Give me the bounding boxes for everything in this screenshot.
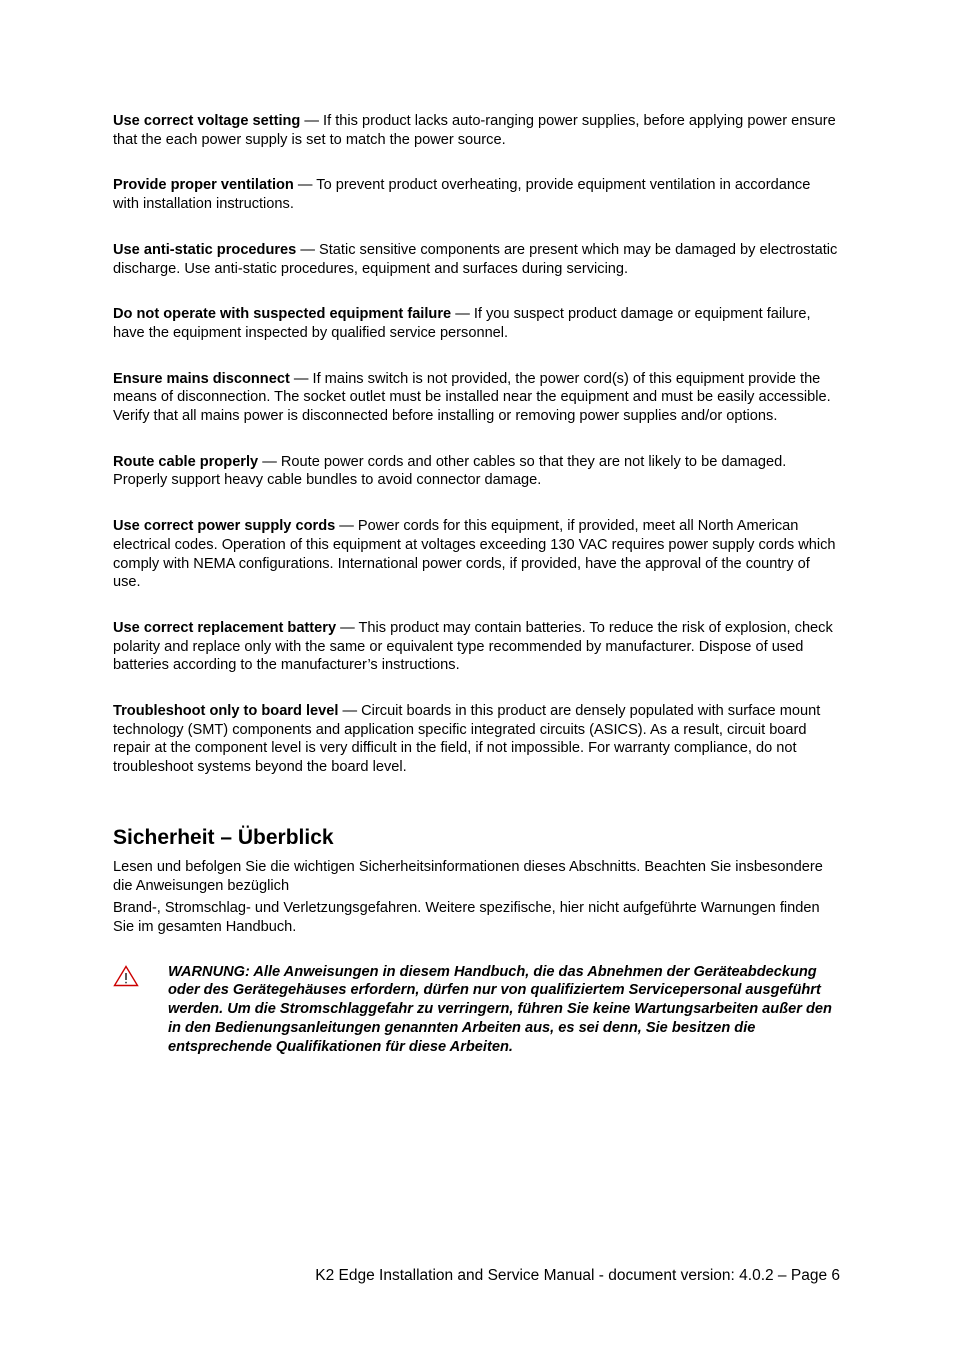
item-term: Use anti-static procedures — [113, 241, 297, 258]
safety-item-anti-static — [113, 241, 839, 278]
warning-triangle-icon — [113, 963, 168, 1057]
item-term: Use correct voltage setting — [113, 113, 301, 129]
safety-item-route-cable — [113, 453, 839, 490]
section-paragraph-1: Lesen und befolgen Sie die wichtigen Sicherheitsinformationen dieses Abschnitts. Beachten Sie insbesondere die Anweisungen bezüglich — [113, 858, 823, 894]
item-text: — To prevent product overheating, provide equipment ventilation in accordance with installation instructions. — [113, 177, 811, 213]
safety-item-mains-disconnect — [113, 370, 839, 426]
item-text: — Static sensitive components are present which may be damaged by electrostatic discharge. Use anti-static procedures, equipment and surfaces during servicing. — [113, 241, 838, 277]
safety-item-voltage — [113, 112, 839, 149]
item-text: — If this product lacks auto-ranging power supplies, before applying power ensure that the each power supply is set to match the power source. — [113, 113, 836, 148]
safety-item-board-level — [113, 702, 839, 777]
item-text: — If mains switch is not provided, the power cord(s) of this equipment provide the means of disconnection. The socket outlet must be installed near the equipment and must be easily accessible. Verify that all mains power is disconnected before installing or removing power supplies and/or options. — [113, 370, 831, 425]
item-term: Troubleshoot only to board level — [113, 703, 339, 720]
item-term: Provide proper ventilation — [113, 177, 294, 194]
warning-text: WARNUNG: Alle Anweisungen in diesem Handbuch, die das Abnehmen der Geräteabdeckung oder des Gerätegehäuses erfordern, dürfen nur von qualifiziertem Servicepersonal ausgeführt werden. Um die Stromschlaggefahr zu verringern, führen Sie keine Wartungsarbeiten außer den in den Bedienungsanleitungen genannten Arbeiten aus, es sei denn, Sie besitzen die entsprechende Qualifikationen für diese Arbeiten. — [168, 963, 832, 1055]
page-content — [113, 112, 839, 1056]
safety-item-power-cords — [113, 517, 839, 592]
page-footer: K2 Edge Installation and Service Manual - document version: 4.0.2 – Page 6 — [315, 1267, 840, 1284]
item-term: Do not operate with suspected equipment failure — [113, 306, 452, 323]
item-term: Use correct power supply cords — [113, 518, 336, 535]
section-title: Sicherheit – Überblick — [113, 825, 334, 849]
item-text: — This product may contain batteries. To reduce the risk of explosion, check polarity and replace only with the same or equivalent type recommended by manufacturer. Dispose of used batteries according to the manufacturer’s instructions. — [113, 619, 833, 674]
item-text: — Power cords for this equipment, if provided, meet all North American electrical codes. Operation of this equipment at voltages exceeding 130 VAC requires power supply cords which comply with NEMA configurations. International power cords, if provided, have the approval of the country of use. — [113, 518, 836, 591]
safety-item-ventilation — [113, 176, 839, 213]
item-text: — If you suspect product damage or equipment failure, have the equipment inspected by qualified service personnel. — [113, 306, 811, 341]
item-term: Ensure mains disconnect — [113, 370, 290, 387]
item-term: Route cable properly — [113, 453, 259, 470]
safety-item-equipment-failure — [113, 305, 839, 342]
safety-item-battery — [113, 619, 839, 675]
section-paragraph-2: Brand-, Stromschlag- und Verletzungsgefahren. Weitere spezifische, hier nicht aufgeführte Warnungen finden Sie im gesamten Handbuch. — [113, 900, 820, 935]
item-term: Use correct replacement battery — [113, 619, 337, 636]
warning-block — [113, 963, 839, 1057]
item-text: — Circuit boards in this product are densely populated with surface mount technology (SMT) components and application specific integrated circuits (ASICS). As a result, circuit board repair at the component level is very difficult in the field, if not impossible. For warranty compliance, do not troubleshoot systems beyond the board level. — [113, 703, 821, 776]
item-text: — Route power cords and other cables so that they are not likely to be damaged. Properly support heavy cable bundles to avoid connector damage. — [113, 453, 787, 489]
